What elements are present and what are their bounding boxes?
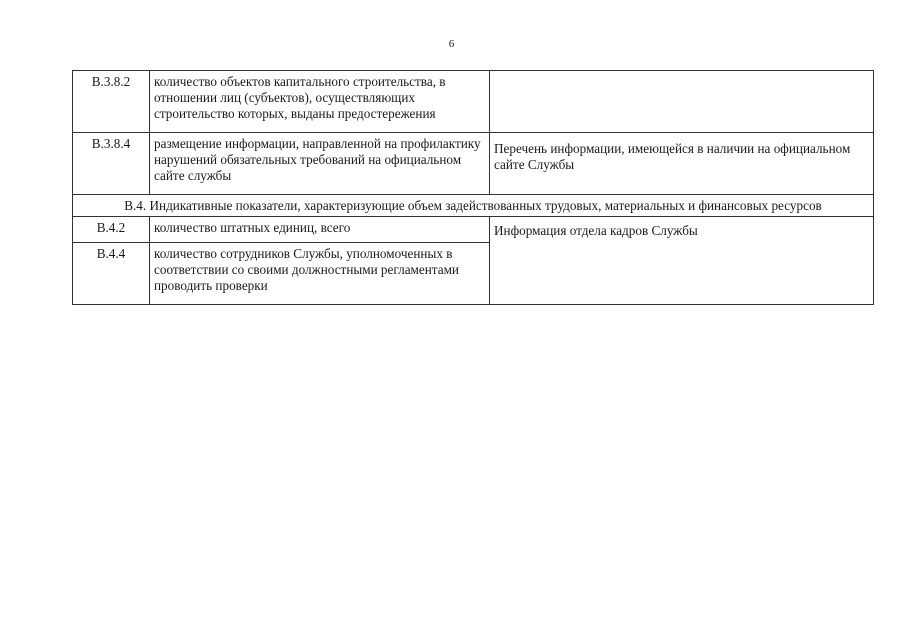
- page-number: 6: [448, 38, 455, 50]
- row-code: В.4.4: [73, 243, 150, 305]
- row-source: [490, 71, 874, 133]
- table-row: [73, 71, 874, 133]
- section-header-row: [73, 195, 874, 217]
- indicators-table: [72, 70, 874, 305]
- row-code: В.3.8.2: [73, 71, 150, 133]
- row-description: размещение информации, направленной на профилактику нарушений обязательных требований на официальном сайте службы: [150, 133, 490, 195]
- section-title: В.4. Индикативные показатели, характеризующие объем задействованных трудовых, материальных и финансовых ресурсов: [73, 195, 874, 217]
- table-row: [73, 217, 874, 243]
- row-source: Информация отдела кадров Службы: [490, 217, 874, 305]
- row-code: В.3.8.4: [73, 133, 150, 195]
- row-description: количество сотрудников Службы, уполномоченных в соответствии со своими должностными регламентами проводить проверки: [150, 243, 490, 305]
- row-description: количество объектов капитального строительства, в отношении лиц (субъектов), осуществляющих строительство которых, выданы предостережения: [150, 71, 490, 133]
- row-source: Перечень информации, имеющейся в наличии на официальном сайте Службы: [490, 133, 874, 195]
- table-row: [73, 133, 874, 195]
- row-code: В.4.2: [73, 217, 150, 243]
- row-description: количество штатных единиц, всего: [150, 217, 490, 243]
